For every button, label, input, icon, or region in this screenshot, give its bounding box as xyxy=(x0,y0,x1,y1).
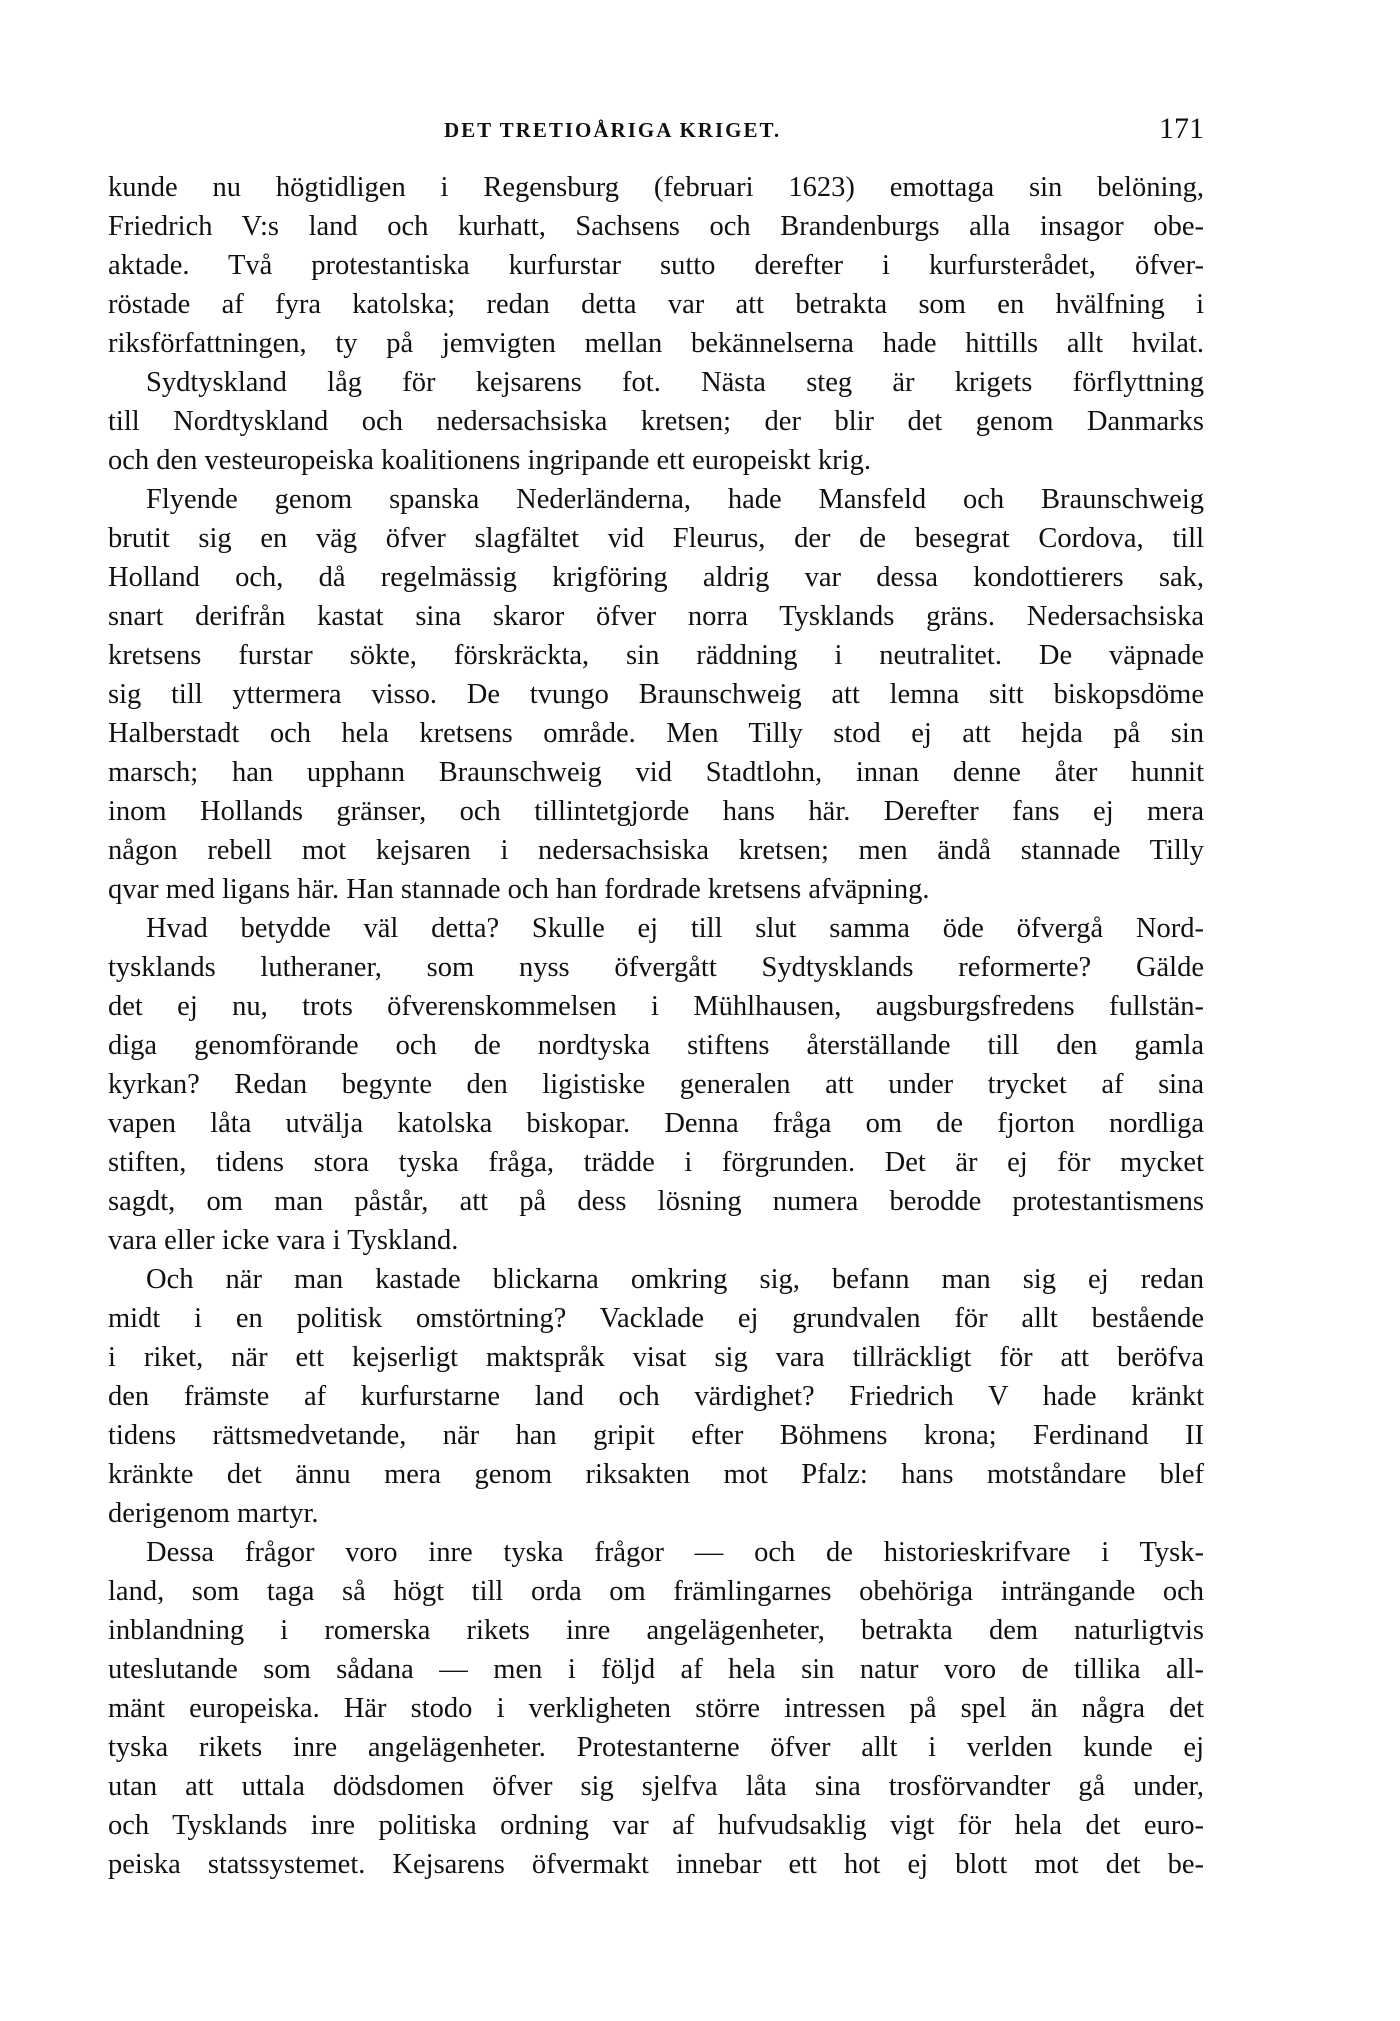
text-line: land, som taga så högt till orda om främlingarnes obehöriga inträngande och xyxy=(108,1576,1204,1607)
text-line: diga genomförande och de nordtyska stiftens återställande till den gamla xyxy=(108,1030,1204,1061)
text-line: Sydtyskland låg för kejsarens fot. Nästa steg är krigets förflyttning xyxy=(146,367,1204,398)
text-line: inom Hollands gränser, och tillintetgjorde hans här. Derefter fans ej mera xyxy=(108,796,1204,827)
text-line: derigenom martyr. xyxy=(108,1498,319,1529)
body-text xyxy=(108,168,1204,1884)
text-line: Flyende genom spanska Nederländerna, hade Mansfeld och Braunschweig xyxy=(146,484,1204,515)
paragraph xyxy=(108,1260,1204,1533)
text-line: Halberstadt och hela kretsens område. Men Tilly stod ej att hejda på sin xyxy=(108,718,1204,749)
paragraph xyxy=(108,1533,1204,1884)
text-line: Och när man kastade blickarna omkring sig, befann man sig ej redan xyxy=(146,1264,1204,1295)
paragraph xyxy=(108,909,1204,1260)
text-line: brutit sig en väg öfver slagfältet vid Fleurus, der de besegrat Cordova, till xyxy=(108,523,1204,554)
running-title: DET TRETIOÅRIGA KRIGET. xyxy=(444,118,782,142)
text-line: vara eller icke vara i Tyskland. xyxy=(108,1225,459,1256)
text-line: tyska rikets inre angelägenheter. Protestanterne öfver allt i verlden kunde ej xyxy=(108,1732,1204,1763)
text-line: i riket, när ett kejserligt maktspråk visat sig vara tillräckligt för att beröfva xyxy=(108,1342,1204,1373)
text-line: röstade af fyra katolska; redan detta var att betrakta som en hvälfning i xyxy=(108,289,1204,320)
paragraph xyxy=(108,168,1204,480)
text-line: Hvad betydde väl detta? Skulle ej till slut samma öde öfvergå Nord- xyxy=(146,913,1204,944)
text-line: Dessa frågor voro inre tyska frågor — och de historieskrifvare i Tysk- xyxy=(146,1537,1204,1568)
text-line: tysklands lutheraner, som nyss öfvergått Sydtysklands reformerte? Gälde xyxy=(108,952,1204,983)
text-line: vapen låta utvälja katolska biskopar. Denna fråga om de fjorton nordliga xyxy=(108,1108,1204,1139)
text-line: till Nordtyskland och nedersachsiska kretsen; der blir det genom Danmarks xyxy=(108,406,1204,437)
text-line: och den vesteuropeiska koalitionens ingripande ett europeiskt krig. xyxy=(108,445,871,476)
text-line: kyrkan? Redan begynte den ligistiske generalen att under trycket af sina xyxy=(108,1069,1204,1100)
text-line: det ej nu, trots öfverenskommelsen i Mühlhausen, augsburgsfredens fullstän- xyxy=(108,991,1204,1022)
text-line: aktade. Två protestantiska kurfurstar sutto derefter i kurfursterådet, öfver- xyxy=(108,250,1204,281)
text-line: uteslutande som sådana — men i följd af hela sin natur voro de tillika all- xyxy=(108,1654,1204,1685)
text-line: midt i en politisk omstörtning? Vacklade ej grundvalen för allt bestående xyxy=(108,1303,1204,1334)
text-line: tidens rättsmedvetande, när han gripit efter Böhmens krona; Ferdinand II xyxy=(108,1420,1204,1451)
text-line: qvar med ligans här. Han stannade och han fordrade kretsens afväpning. xyxy=(108,874,930,905)
text-line: peiska statssystemet. Kejsarens öfvermakt innebar ett hot ej blott mot det be- xyxy=(108,1849,1204,1880)
paragraph xyxy=(108,480,1204,909)
text-line: Holland och, då regelmässig krigföring aldrig var dessa kondottierers sak, xyxy=(108,562,1204,593)
text-line: snart derifrån kastat sina skaror öfver norra Tysklands gräns. Nedersachsiska xyxy=(108,601,1204,632)
text-line: den främste af kurfurstarne land och värdighet? Friedrich V hade kränkt xyxy=(108,1381,1204,1412)
text-line: marsch; han upphann Braunschweig vid Stadtlohn, innan denne åter hunnit xyxy=(108,757,1204,788)
text-line: utan att uttala dödsdomen öfver sig sjelfva låta sina trosförvandter gå under, xyxy=(108,1771,1204,1802)
page-header xyxy=(108,112,1204,154)
text-line: kunde nu högtidligen i Regensburg (februari 1623) emottaga sin belöning, xyxy=(108,172,1204,203)
text-line: kretsens furstar sökte, förskräckta, sin räddning i neutralitet. De väpnade xyxy=(108,640,1204,671)
text-line: sig till yttermera visso. De tvungo Braunschweig att lemna sitt biskopsdöme xyxy=(108,679,1204,710)
text-line: mänt europeiska. Här stodo i verkligheten större intressen på spel än några det xyxy=(108,1693,1204,1724)
text-line: stiften, tidens stora tyska fråga, trädde i förgrunden. Det är ej för mycket xyxy=(108,1147,1204,1178)
text-line: och Tysklands inre politiska ordning var af hufvudsaklig vigt för hela det euro- xyxy=(108,1810,1204,1841)
text-line: Friedrich V:s land och kurhatt, Sachsens och Brandenburgs alla insagor obe- xyxy=(108,211,1204,242)
text-line: riksförfattningen, ty på jemvigten mellan bekännelserna hade hittills allt hvilat. xyxy=(108,328,1204,359)
text-line: sagdt, om man påstår, att på dess lösning numera berodde protestantismens xyxy=(108,1186,1204,1217)
text-line: inblandning i romerska rikets inre angelägenheter, betrakta dem naturligtvis xyxy=(108,1615,1204,1646)
text-line: någon rebell mot kejsaren i nedersachsiska kretsen; men ändå stannade Tilly xyxy=(108,835,1204,866)
page-number: 171 xyxy=(1159,112,1204,145)
text-line: kränkte det ännu mera genom riksakten mot Pfalz: hans motståndare blef xyxy=(108,1459,1204,1490)
